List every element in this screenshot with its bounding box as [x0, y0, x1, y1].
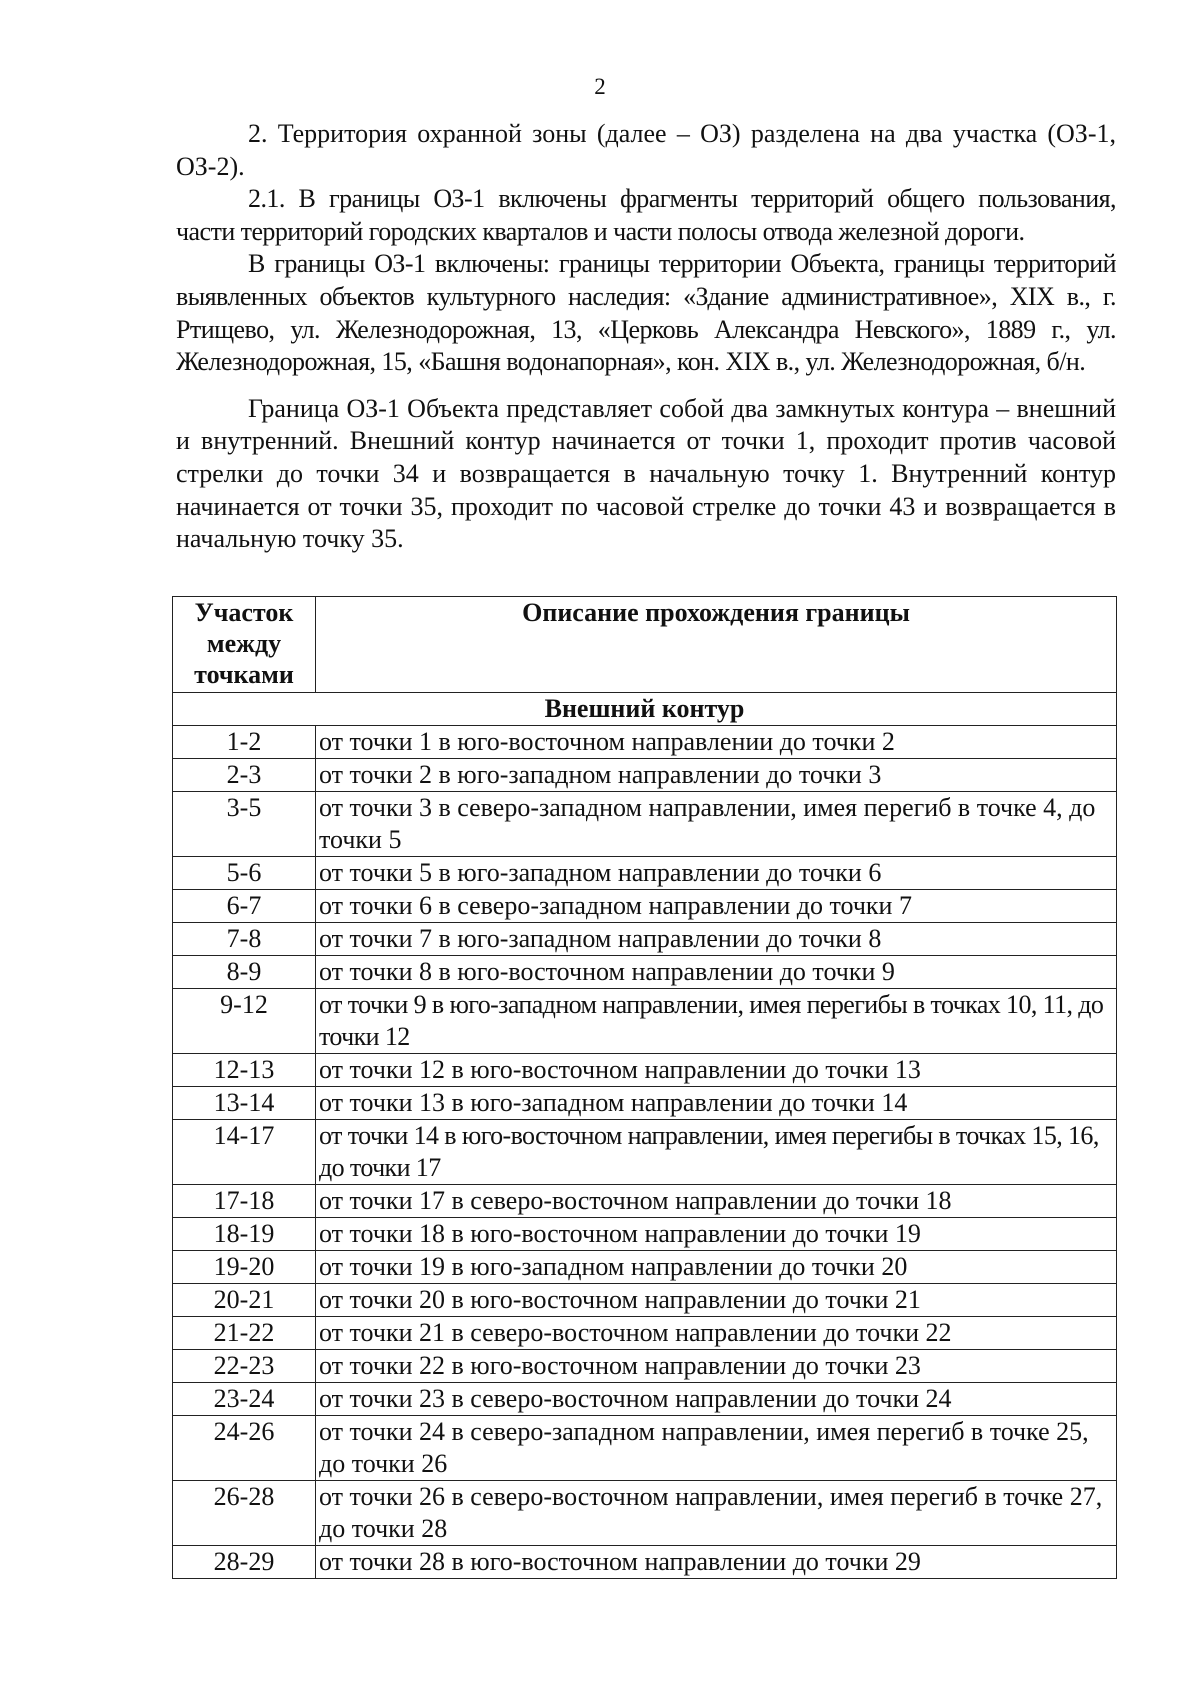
table-row	[173, 1054, 1117, 1087]
description-cell: от точки 20 в юго-восточном направлении до точки 21	[316, 1284, 1117, 1317]
table-row	[173, 923, 1117, 956]
segment-cell: 14-17	[173, 1120, 316, 1185]
segment-cell: 26-28	[173, 1481, 316, 1546]
description-cell: от точки 2 в юго-западном направлении до точки 3	[316, 759, 1117, 792]
segment-cell: 17-18	[173, 1185, 316, 1218]
segment-cell: 6-7	[173, 890, 316, 923]
table-header-row	[173, 597, 1117, 693]
paragraph-zone-division: 2. Территория охранной зоны (далее – ОЗ) разделена на два участка (ОЗ-1, ОЗ-2).	[176, 119, 1116, 181]
segment-cell: 19-20	[173, 1251, 316, 1284]
segment-cell: 13-14	[173, 1087, 316, 1120]
segment-cell: 21-22	[173, 1317, 316, 1350]
table-row	[173, 857, 1117, 890]
segment-cell: 1-2	[173, 726, 316, 759]
table-row	[173, 759, 1117, 792]
table-row	[173, 1185, 1117, 1218]
segment-cell: 18-19	[173, 1218, 316, 1251]
segment-cell: 3-5	[173, 792, 316, 857]
description-cell: от точки 19 в юго-западном направлении до точки 20	[316, 1251, 1117, 1284]
table-row	[173, 1087, 1117, 1120]
section-row	[173, 693, 1117, 726]
table-row	[173, 1350, 1117, 1383]
segment-cell: 20-21	[173, 1284, 316, 1317]
table-row	[173, 1317, 1117, 1350]
paragraph-oz1-includes: 2.1. В границы ОЗ-1 включены фрагменты территорий общего пользования, части территорий городских кварталов и части полосы отвода железной дороги.	[176, 184, 1116, 246]
section-title: Внешний контур	[173, 693, 1117, 726]
description-cell: от точки 5 в юго-западном направлении до точки 6	[316, 857, 1117, 890]
table-row	[173, 989, 1117, 1054]
description-cell: от точки 8 в юго-восточном направлении до точки 9	[316, 956, 1117, 989]
segment-cell: 12-13	[173, 1054, 316, 1087]
segment-cell: 8-9	[173, 956, 316, 989]
description-cell: от точки 17 в северо-восточном направлении до точки 18	[316, 1185, 1117, 1218]
segment-cell: 5-6	[173, 857, 316, 890]
segment-cell: 23-24	[173, 1383, 316, 1416]
table-row	[173, 1218, 1117, 1251]
table-row	[173, 890, 1117, 923]
description-cell: от точки 1 в юго-восточном направлении до точки 2	[316, 726, 1117, 759]
table-row	[173, 1284, 1117, 1317]
description-cell: от точки 13 в юго-западном направлении до точки 14	[316, 1087, 1117, 1120]
description-cell: от точки 3 в северо-западном направлении, имея перегиб в точке 4, до точки 5	[316, 792, 1117, 857]
table-row	[173, 1481, 1117, 1546]
segment-cell: 2-3	[173, 759, 316, 792]
table-row	[173, 1416, 1117, 1481]
description-cell: от точки 9 в юго-западном направлении, имея перегибы в точках 10, 11, до точки 12	[316, 989, 1117, 1054]
body-text	[176, 118, 1116, 556]
table-row	[173, 1120, 1117, 1185]
description-cell: от точки 7 в юго-западном направлении до точки 8	[316, 923, 1117, 956]
description-cell: от точки 12 в юго-восточном направлении до точки 13	[316, 1054, 1117, 1087]
table-row	[173, 956, 1117, 989]
boundary-table	[172, 596, 1117, 1579]
description-cell: от точки 26 в северо-восточном направлении, имея перегиб в точке 27, до точки 28	[316, 1481, 1117, 1546]
header-segment: Участок между точками	[173, 597, 316, 693]
table-row	[173, 1546, 1117, 1579]
description-cell: от точки 23 в северо-восточном направлении до точки 24	[316, 1383, 1117, 1416]
description-cell: от точки 14 в юго-восточном направлении, имея перегибы в точках 15, 16, до точки 17	[316, 1120, 1117, 1185]
segment-cell: 22-23	[173, 1350, 316, 1383]
description-cell: от точки 21 в северо-восточном направлении до точки 22	[316, 1317, 1117, 1350]
table-row	[173, 792, 1117, 857]
description-cell: от точки 24 в северо-западном направлении, имея перегиб в точке 25, до точки 26	[316, 1416, 1117, 1481]
description-cell: от точки 18 в юго-восточном направлении до точки 19	[316, 1218, 1117, 1251]
paragraph-oz1-boundaries: В границы ОЗ-1 включены: границы территории Объекта, границы территорий выявленных объектов культурного наследия: «Здание административное», XIX в., г. Ртищево, ул. Железнодорожная, 13, «Церковь Александра Невского», 1889 г., ул. Железнодорожная, 15, «Башня водонапорная», кон. XIX в., ул. Железнодорожная, б/н.	[176, 249, 1116, 377]
header-description: Описание прохождения границы	[316, 597, 1117, 693]
description-cell: от точки 22 в юго-восточном направлении до точки 23	[316, 1350, 1117, 1383]
page-number: 2	[594, 74, 606, 99]
segment-cell: 28-29	[173, 1546, 316, 1579]
description-cell: от точки 28 в юго-восточном направлении до точки 29	[316, 1546, 1117, 1579]
segment-cell: 24-26	[173, 1416, 316, 1481]
table-row	[173, 1383, 1117, 1416]
table-row	[173, 1251, 1117, 1284]
table-row	[173, 726, 1117, 759]
description-cell: от точки 6 в северо-западном направлении до точки 7	[316, 890, 1117, 923]
segment-cell: 7-8	[173, 923, 316, 956]
segment-cell: 9-12	[173, 989, 316, 1054]
paragraph-contours: Граница ОЗ-1 Объекта представляет собой два замкнутых контура – внешний и внутренний. Внешний контур начинается от точки 1, проходит против часовой стрелки до точки 34 и возвращается в начальную точку 1. Внутренний контур начинается от точки 35, проходит по часовой стрелке до точки 43 и возвращается в начальную точку 35.	[176, 393, 1116, 554]
